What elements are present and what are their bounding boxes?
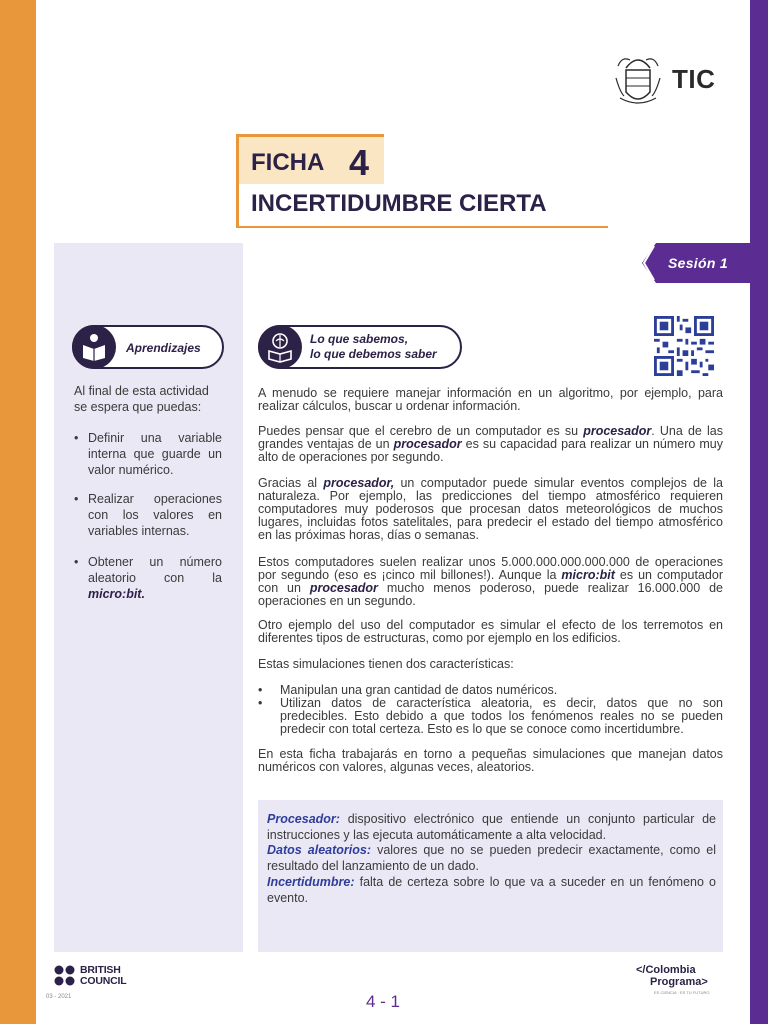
lo-que-sabemos-line2: lo que debemos saber <box>310 347 437 361</box>
paragraph-7: En esta ficha trabajarás en torno a pequeñas simulaciones que manejan datos numéricos con valores, algunas veces, aleatorios. <box>258 747 723 774</box>
british-council-logo: BRITISH COUNCIL <box>54 964 144 990</box>
aprendizajes-pill <box>72 325 224 369</box>
left-orange-stripe <box>0 0 36 1024</box>
page-title: INCERTIDUMBRE CIERTA <box>251 190 547 217</box>
paragraph-4: Estos computadores suelen realizar unos 5.000.000.000.000.000 de operaciones por segundo (eso es ¡cinco mil billones!). Aunque la micro:bit es un computador con un procesador mucho menos poderoso, puede realizar 16.000.000 de operaciones en un segundo. <box>258 555 723 608</box>
paragraph-3: Gracias al procesador, un computador puede simular eventos complejos de la naturaleza. Por ejemplo, las predicciones del tiempo atmosférico requieren computadores muy poderosos que procesan datos meteorológicos de muchos lugares, incluidas fotos satelitales, para predecir el estado del tiempo atmosférico en las próximas horas, días o semanas. <box>258 476 723 542</box>
session-tab <box>642 243 750 283</box>
aprendizajes-label: Aprendizajes <box>126 341 201 355</box>
page-number: 4 - 1 <box>366 992 401 1011</box>
learning-intro: Al final de esta actividad se espera que puedas: <box>74 384 209 414</box>
glossary-entry-incertidumbre: Incertidumbre: falta de certeza sobre lo que va a suceder en un fenómeno o evento. <box>267 874 716 905</box>
ficha-header <box>236 134 608 228</box>
glossary-entry-datos-aleatorios: Datos aleatorios: valores que no se pueden predecir exactamente, como el resultado del lanzamiento de un dado. <box>267 843 716 874</box>
brain-book-icon <box>258 325 302 369</box>
colombia-programa-logo: </Colombia Programa> ES CIENCIA · ES TU FUTURO <box>636 964 710 995</box>
tic-logo-text: TIC <box>672 63 716 94</box>
list-item: • Manipulan una gran cantidad de datos numéricos. <box>258 683 558 697</box>
british-council-dots-icon <box>54 965 76 987</box>
paragraph-1: A menudo se requiere manejar información en un algoritmo, por ejemplo, para realizar cálculos, buscar u ordenar información. <box>258 386 723 413</box>
glossary-entry-procesador: Procesador: dispositivo electrónico que entiende un conjunto particular de instrucciones y las ejecuta automáticamente a alta velocidad. <box>267 812 716 842</box>
reading-icon <box>72 325 116 369</box>
ficha-title-box <box>236 184 608 228</box>
coat-of-arms-icon <box>612 48 664 110</box>
learning-bullet-2: • Realizar operaciones con los valores en variables internas. <box>74 492 222 538</box>
learning-bullet-1: • Definir una variable interna que guarde un valor numérico. <box>74 431 222 477</box>
right-purple-stripe <box>750 0 768 1024</box>
paragraph-6: Estas simulaciones tienen dos características: <box>258 657 514 671</box>
tic-logo <box>612 44 732 114</box>
glossary-box <box>258 800 723 952</box>
paragraph-2: Puedes pensar que el cerebro de un computador es su procesador. Una de las grandes ventajas de un procesador es su capacidad para realizar un número muy alto de operaciones por segundo. <box>258 424 723 464</box>
ficha-label: FICHA <box>251 149 325 176</box>
ficha-number: 4 <box>349 142 370 183</box>
learning-bullet-3: • Obtener un número aleatorio con la micro:bit. <box>74 555 222 601</box>
list-item: • Utilizan datos de característica aleatoria, es decir, datos que no son predecibles. Esto debido a que todos los fenómenos reales no se pueden predecir con total certeza. Esto es lo que se conoce como incertidumbre. <box>258 696 723 736</box>
qr-code-icon[interactable] <box>654 316 714 376</box>
ficha-label-box <box>236 134 384 184</box>
paragraph-5: Otro ejemplo del uso del computador es simular el efecto de los terremotos en diferentes tipos de estructuras, como por ejemplo en los edificios. <box>258 618 723 645</box>
document-date: 03 - 2021 <box>46 994 72 1000</box>
session-label: Sesión 1 <box>668 255 728 271</box>
lo-que-sabemos-line1: Lo que sabemos, <box>310 332 409 346</box>
lo-que-sabemos-pill <box>258 325 462 369</box>
